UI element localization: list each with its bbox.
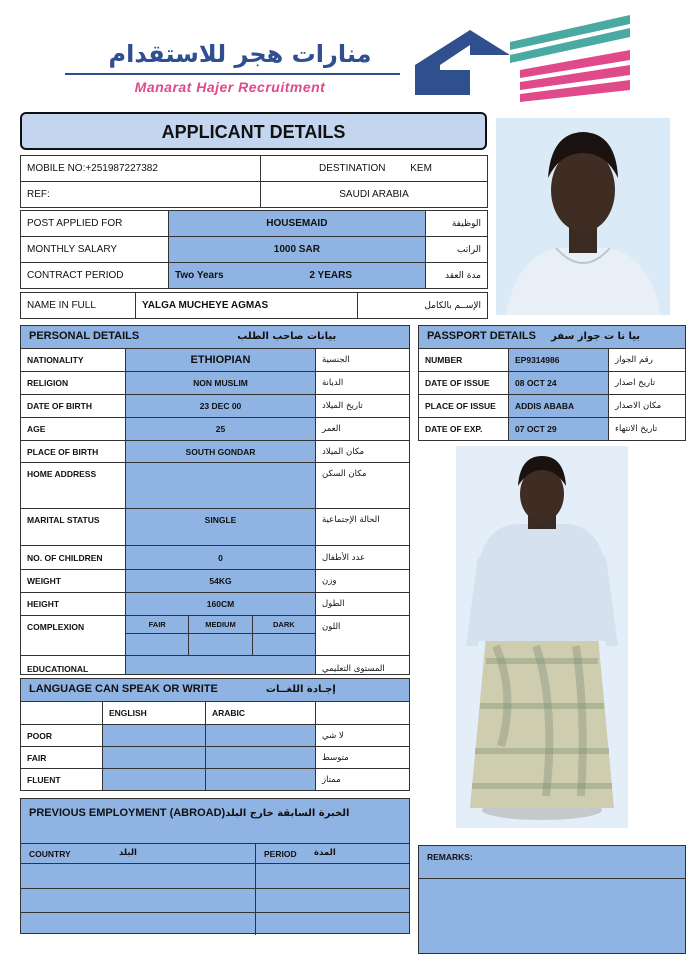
mobile-number: MOBILE NO:+251987227382 (21, 156, 261, 182)
passport-row-value: 07 OCT 29 (509, 418, 609, 441)
language-level-arabic: متوسط (316, 747, 410, 769)
personal-row-label: AGE (21, 418, 126, 441)
passport-row-arabic: تاريخ اصدار (609, 372, 686, 395)
employment-title-arabic: الخبرة السابقة خارج البلد (225, 808, 350, 819)
language-title-arabic: إجـادة اللغــات (265, 684, 336, 695)
personal-row-arabic: عدد الأطفال (316, 546, 410, 570)
personal-row-value: 160CM (126, 593, 316, 616)
passport-details-table (418, 348, 686, 441)
employment-period-arabic: المدة (314, 848, 336, 858)
salary-label: MONTHLY SALARY (21, 237, 169, 263)
personal-row-arabic: الحالة الإجتماعية (316, 509, 410, 546)
personal-row-value: 25 (126, 418, 316, 441)
salary-arabic: الراتب (425, 237, 487, 263)
passport-row-value: EP9314986 (509, 349, 609, 372)
language-title: LANGUAGE CAN SPEAK OR WRITE (29, 683, 218, 695)
destination-country: SAUDI ARABIA (261, 182, 488, 208)
language-table (20, 701, 410, 791)
top-info-table (20, 155, 488, 208)
educational-arabic: المستوى التعليمي (316, 656, 410, 675)
passport-row-arabic: تاريخ الانتهاء (609, 418, 686, 441)
personal-row-label: DATE OF BIRTH (21, 395, 126, 418)
contract-value-number: 2 YEARS (303, 263, 425, 289)
passport-row-value: ADDIS ABABA (509, 395, 609, 418)
post-value: HOUSEMAID (169, 211, 426, 237)
employment-country-label: COUNTRY (29, 849, 71, 859)
complexion-arabic: اللون (316, 616, 410, 656)
post-arabic: الوظيفة (425, 211, 487, 237)
employment-period-label: PERIOD (264, 849, 297, 859)
remarks-label: REMARKS: (427, 852, 473, 862)
personal-row-label: HOME ADDRESS (21, 463, 126, 509)
personal-row-label: HEIGHT (21, 593, 126, 616)
personal-row-arabic: وزن (316, 570, 410, 593)
personal-row-label: RELIGION (21, 372, 126, 395)
logo-rule (65, 73, 400, 75)
language-col-english: ENGLISH (103, 702, 206, 725)
passport-row-arabic: مكان الاصدار (609, 395, 686, 418)
complexion-dark: DARK (272, 620, 295, 629)
language-header (20, 678, 410, 702)
logo-arabic-name: منارات هجر للاستقدام (108, 40, 372, 68)
complexion-options (126, 616, 316, 656)
language-level-label: FAIR (21, 747, 103, 769)
destination-value: KEM (410, 163, 432, 174)
complexion-fair: FAIR (126, 616, 189, 633)
personal-row-value (126, 463, 316, 509)
name-label: NAME IN FULL (21, 293, 136, 319)
page-title: APPLICANT DETAILS (20, 112, 487, 150)
personal-details-title: PERSONAL DETAILS (29, 330, 140, 342)
applicant-portrait-photo (496, 118, 670, 315)
destination-label: DESTINATION (319, 163, 386, 174)
passport-details-header (418, 325, 686, 349)
personal-row-value: SOUTH GONDAR (126, 441, 316, 463)
passport-row-value: 08 OCT 24 (509, 372, 609, 395)
personal-row-arabic: العمر (316, 418, 410, 441)
personal-row-label: PLACE OF BIRTH (21, 441, 126, 463)
personal-row-label: MARITAL STATUS (21, 509, 126, 546)
passport-row-label: DATE OF EXP. (419, 418, 509, 441)
personal-row-arabic: مكان السكن (316, 463, 410, 509)
passport-details-title: PASSPORT DETAILS (427, 330, 536, 342)
personal-row-value: 0 (126, 546, 316, 570)
passport-row-label: DATE OF ISSUE (419, 372, 509, 395)
language-level-arabic: لا شي (316, 725, 410, 747)
contract-value-words: Two Years (169, 263, 304, 289)
personal-details-title-arabic: بيانات صاحب الطلب (237, 331, 337, 342)
applicant-full-body-photo (456, 446, 628, 828)
language-level-label: FLUENT (21, 769, 103, 791)
employment-section (20, 798, 410, 934)
language-col-arabic: ARABIC (206, 702, 316, 725)
contract-label: CONTRACT PERIOD (21, 263, 169, 289)
personal-details-header (20, 325, 410, 349)
personal-row-arabic: الديانة (316, 372, 410, 395)
employment-header (21, 799, 409, 827)
personal-details-table (20, 348, 410, 675)
personal-row-arabic: الجنسية (316, 349, 410, 372)
personal-row-value: 54KG (126, 570, 316, 593)
personal-row-arabic: تاريخ الميلاد (316, 395, 410, 418)
employment-title: PREVIOUS EMPLOYMENT (ABROAD) (29, 807, 226, 819)
employment-country-arabic: البلد (119, 848, 137, 858)
name-table (20, 292, 488, 319)
complexion-label: COMPLEXION (21, 616, 126, 656)
personal-row-label: NATIONALITY (21, 349, 126, 372)
personal-row-value: ETHIOPIAN (126, 349, 316, 372)
language-level-label: POOR (21, 725, 103, 747)
remarks-box (418, 845, 686, 954)
ref-label: REF: (21, 182, 261, 208)
personal-row-label: WEIGHT (21, 570, 126, 593)
job-table (20, 210, 488, 289)
personal-row-label: NO. OF CHILDREN (21, 546, 126, 570)
logo-house-icon (410, 10, 640, 105)
personal-row-value: NON MUSLIM (126, 372, 316, 395)
complexion-medium: MEDIUM (189, 616, 252, 633)
contract-arabic: مدة العقد (425, 263, 487, 289)
passport-row-label: PLACE OF ISSUE (419, 395, 509, 418)
passport-details-title-arabic: بيا نا ت جواز سفر (551, 331, 641, 342)
passport-row-label: NUMBER (419, 349, 509, 372)
personal-row-value: 23 DEC 00 (126, 395, 316, 418)
name-value: YALGA MUCHEYE AGMAS (136, 293, 358, 319)
name-arabic: الإســم بالكامل (358, 293, 488, 319)
personal-row-arabic: مكان الميلاد (316, 441, 410, 463)
logo (60, 40, 410, 100)
destination-cell (261, 156, 488, 182)
language-level-arabic: ممتاز (316, 769, 410, 791)
educational-value (126, 656, 316, 675)
personal-row-value: SINGLE (126, 509, 316, 546)
personal-row-arabic: الطول (316, 593, 410, 616)
passport-row-arabic: رقم الجواز (609, 349, 686, 372)
educational-label: EDUCATIONAL (21, 656, 126, 675)
salary-value: 1000 SAR (169, 237, 426, 263)
logo-english-name: Manarat Hajer Recruitment (134, 79, 326, 95)
post-label: POST APPLIED FOR (21, 211, 169, 237)
